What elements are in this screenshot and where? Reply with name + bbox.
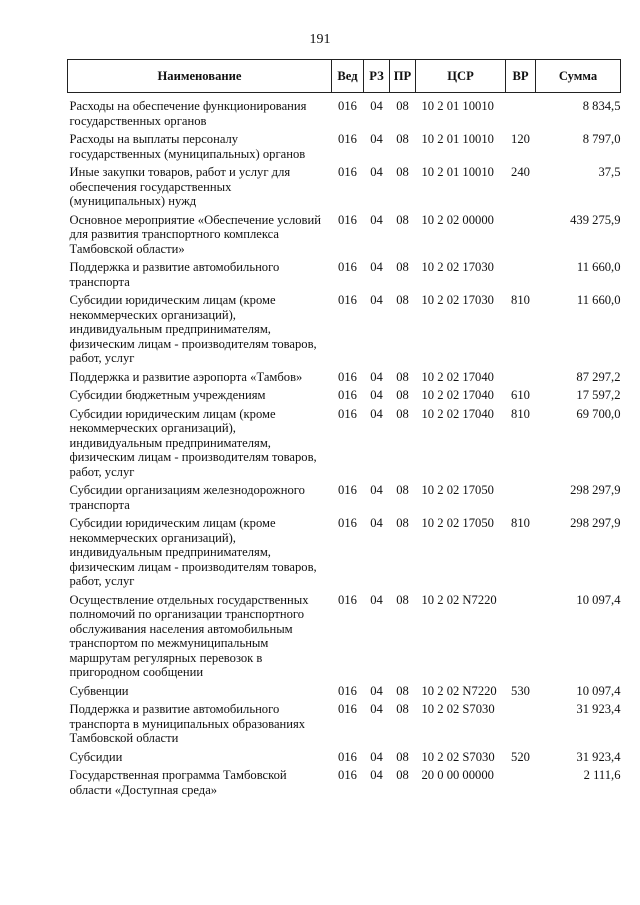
cell-csr: 20 0 00 00000 <box>421 768 494 782</box>
cell-sum: 298 297,9 <box>570 483 621 497</box>
table-body <box>68 93 621 802</box>
table-row <box>68 516 621 593</box>
cell-rz: 04 <box>370 749 383 764</box>
cell-sum: 31 923,4 <box>576 702 621 716</box>
cell-csr: 10 2 01 10010 <box>421 132 494 146</box>
cell-csr: 10 2 01 10010 <box>421 165 494 179</box>
cell-pr: 08 <box>396 293 409 307</box>
cell-name: Субсидии юридическим лицам (кроме некоммерческих организаций), индивидуальным предпринимателям, физическим лицам - производителям товаров, работ, услуг <box>69 293 317 365</box>
cell-ved: 016 <box>338 260 357 274</box>
table-row <box>68 750 621 769</box>
cell-ved: 016 <box>338 768 357 782</box>
budget-table <box>67 59 621 801</box>
cell-sum: 2 111,6 <box>583 768 621 782</box>
column-header-vr: ВР <box>506 60 536 93</box>
cell-ved: 016 <box>338 293 357 307</box>
cell-pr: 08 <box>396 702 409 716</box>
cell-name: Основное мероприятие «Обеспечение условий для развития транспортного комплекса Тамбовской области» <box>69 212 321 256</box>
cell-rz: 04 <box>370 260 383 274</box>
page-number: 191 <box>309 32 331 47</box>
cell-ved: 016 <box>338 749 357 764</box>
cell-csr: 10 2 02 17040 <box>421 388 494 402</box>
table-row <box>68 407 621 484</box>
cell-sum: 10 097,4 <box>576 592 621 607</box>
table-row <box>68 213 621 261</box>
table-row <box>68 684 621 703</box>
cell-sum: 69 700,0 <box>576 406 621 421</box>
cell-name: Расходы на выплаты персоналу государственных (муниципальных) органов <box>69 132 306 161</box>
table-row <box>68 165 621 213</box>
cell-sum: 10 097,4 <box>576 683 621 698</box>
column-header-sum: Сумма <box>536 60 621 93</box>
cell-sum: 17 597,2 <box>576 388 621 402</box>
cell-csr: 10 2 01 10010 <box>421 99 494 113</box>
cell-rz: 04 <box>370 388 383 402</box>
cell-vr <box>506 213 536 261</box>
cell-csr: 10 2 02 S7030 <box>421 702 495 716</box>
cell-rz: 04 <box>370 165 383 179</box>
cell-csr: 10 2 02 N7220 <box>421 683 497 698</box>
cell-sum: 298 297,9 <box>570 516 621 530</box>
cell-name: Иные закупки товаров, работ и услуг для обеспечения государственных (муниципальных) нужд <box>69 165 291 208</box>
table-row <box>68 768 621 801</box>
cell-pr: 08 <box>396 212 409 227</box>
cell-name: Субсидии бюджетным учреждениям <box>69 388 266 402</box>
cell-ved: 016 <box>338 483 357 497</box>
cell-sum: 37,5 <box>598 165 621 179</box>
cell-name: Субсидии юридическим лицам (кроме некоммерческих организаций), индивидуальным предпринимателям, физическим лицам - производителям товаров, работ, услуг <box>69 406 317 479</box>
column-header-rz: РЗ <box>364 60 390 93</box>
cell-name: Осуществление отдельных государственных полномочий по организации транспортного обслуживания населения автомобильным транспортом по межмуниципальным маршрутам регулярных перевозок в пригородном сообщении <box>69 592 309 679</box>
cell-pr: 08 <box>396 165 409 179</box>
table-header <box>68 60 621 93</box>
column-header-csr: ЦСР <box>416 60 506 93</box>
cell-vr: 520 <box>511 749 530 764</box>
table-row <box>68 370 621 389</box>
cell-rz: 04 <box>370 702 383 716</box>
cell-ved: 016 <box>338 406 357 421</box>
cell-csr: 10 2 02 17050 <box>421 516 494 530</box>
cell-pr: 08 <box>396 99 409 113</box>
cell-pr: 08 <box>396 388 409 402</box>
cell-vr <box>506 702 536 750</box>
cell-vr: 240 <box>511 165 530 179</box>
cell-vr: 120 <box>511 132 530 146</box>
cell-vr: 530 <box>511 683 530 698</box>
cell-name: Государственная программа Тамбовской области «Доступная среда» <box>69 768 287 797</box>
cell-sum: 439 275,9 <box>570 212 621 227</box>
cell-name: Субсидии юридическим лицам (кроме некоммерческих организаций), индивидуальным предпринимателям, физическим лицам - производителям товаров, работ, услуг <box>69 516 317 588</box>
cell-rz: 04 <box>370 768 383 782</box>
cell-vr <box>506 768 536 801</box>
table-row <box>68 132 621 165</box>
cell-vr <box>506 93 536 133</box>
cell-csr: 10 2 02 S7030 <box>421 749 495 764</box>
table-row <box>68 93 621 133</box>
cell-ved: 016 <box>338 369 357 384</box>
cell-csr: 10 2 02 17030 <box>421 260 494 274</box>
cell-csr: 10 2 02 00000 <box>421 212 494 227</box>
cell-sum: 8 797,0 <box>582 132 621 146</box>
cell-pr: 08 <box>396 516 409 530</box>
cell-ved: 016 <box>338 592 357 607</box>
cell-sum: 11 660,0 <box>576 260 621 274</box>
cell-ved: 016 <box>338 99 357 113</box>
cell-pr: 08 <box>396 483 409 497</box>
cell-pr: 08 <box>396 749 409 764</box>
table-row <box>68 260 621 293</box>
cell-sum: 8 834,5 <box>582 99 621 113</box>
cell-name: Расходы на обеспечение функционирования государственных органов <box>69 99 307 128</box>
table-row <box>68 483 621 516</box>
cell-vr: 610 <box>511 388 530 402</box>
cell-vr <box>506 370 536 389</box>
cell-name: Субсидии <box>69 749 123 764</box>
cell-rz: 04 <box>370 483 383 497</box>
cell-pr: 08 <box>396 132 409 146</box>
cell-sum: 87 297,2 <box>576 369 621 384</box>
cell-rz: 04 <box>370 516 383 530</box>
cell-rz: 04 <box>370 99 383 113</box>
cell-ved: 016 <box>338 165 357 179</box>
table-row <box>68 293 621 370</box>
cell-csr: 10 2 02 17040 <box>421 406 494 421</box>
cell-ved: 016 <box>338 683 357 698</box>
table-row <box>68 702 621 750</box>
column-header-pr: ПР <box>390 60 416 93</box>
cell-ved: 016 <box>338 702 357 716</box>
cell-name: Субсидии организациям железнодорожного транспорта <box>69 483 305 512</box>
cell-rz: 04 <box>370 406 383 421</box>
column-header-name: Наименование <box>68 60 332 93</box>
cell-pr: 08 <box>396 260 409 274</box>
table-row <box>68 388 621 407</box>
cell-ved: 016 <box>338 212 357 227</box>
cell-vr <box>506 483 536 516</box>
cell-rz: 04 <box>370 132 383 146</box>
cell-pr: 08 <box>396 592 409 607</box>
table-row <box>68 593 621 684</box>
cell-pr: 08 <box>396 369 409 384</box>
cell-name: Поддержка и развитие автомобильного транспорта в муниципальных образованиях Тамбовской области <box>69 702 306 745</box>
cell-csr: 10 2 02 17040 <box>421 369 494 384</box>
cell-vr <box>506 260 536 293</box>
cell-ved: 016 <box>338 132 357 146</box>
cell-pr: 08 <box>396 768 409 782</box>
cell-name: Поддержка и развитие автомобильного транспорта <box>69 260 280 289</box>
cell-rz: 04 <box>370 592 383 607</box>
column-header-ved: Вед <box>332 60 364 93</box>
cell-name: Поддержка и развитие аэропорта «Тамбов» <box>69 369 303 384</box>
cell-vr: 810 <box>511 406 530 421</box>
cell-vr <box>506 593 536 684</box>
cell-name: Субвенции <box>69 683 129 698</box>
cell-pr: 08 <box>396 683 409 698</box>
cell-rz: 04 <box>370 293 383 307</box>
cell-ved: 016 <box>338 516 357 530</box>
cell-rz: 04 <box>370 369 383 384</box>
cell-csr: 10 2 02 N7220 <box>421 592 497 607</box>
cell-ved: 016 <box>338 388 357 402</box>
cell-vr: 810 <box>511 293 530 307</box>
cell-pr: 08 <box>396 406 409 421</box>
cell-csr: 10 2 02 17030 <box>421 293 494 307</box>
cell-sum: 11 660,0 <box>576 293 621 307</box>
cell-rz: 04 <box>370 212 383 227</box>
cell-csr: 10 2 02 17050 <box>421 483 494 497</box>
cell-rz: 04 <box>370 683 383 698</box>
cell-sum: 31 923,4 <box>576 749 621 764</box>
cell-vr: 810 <box>511 516 530 530</box>
